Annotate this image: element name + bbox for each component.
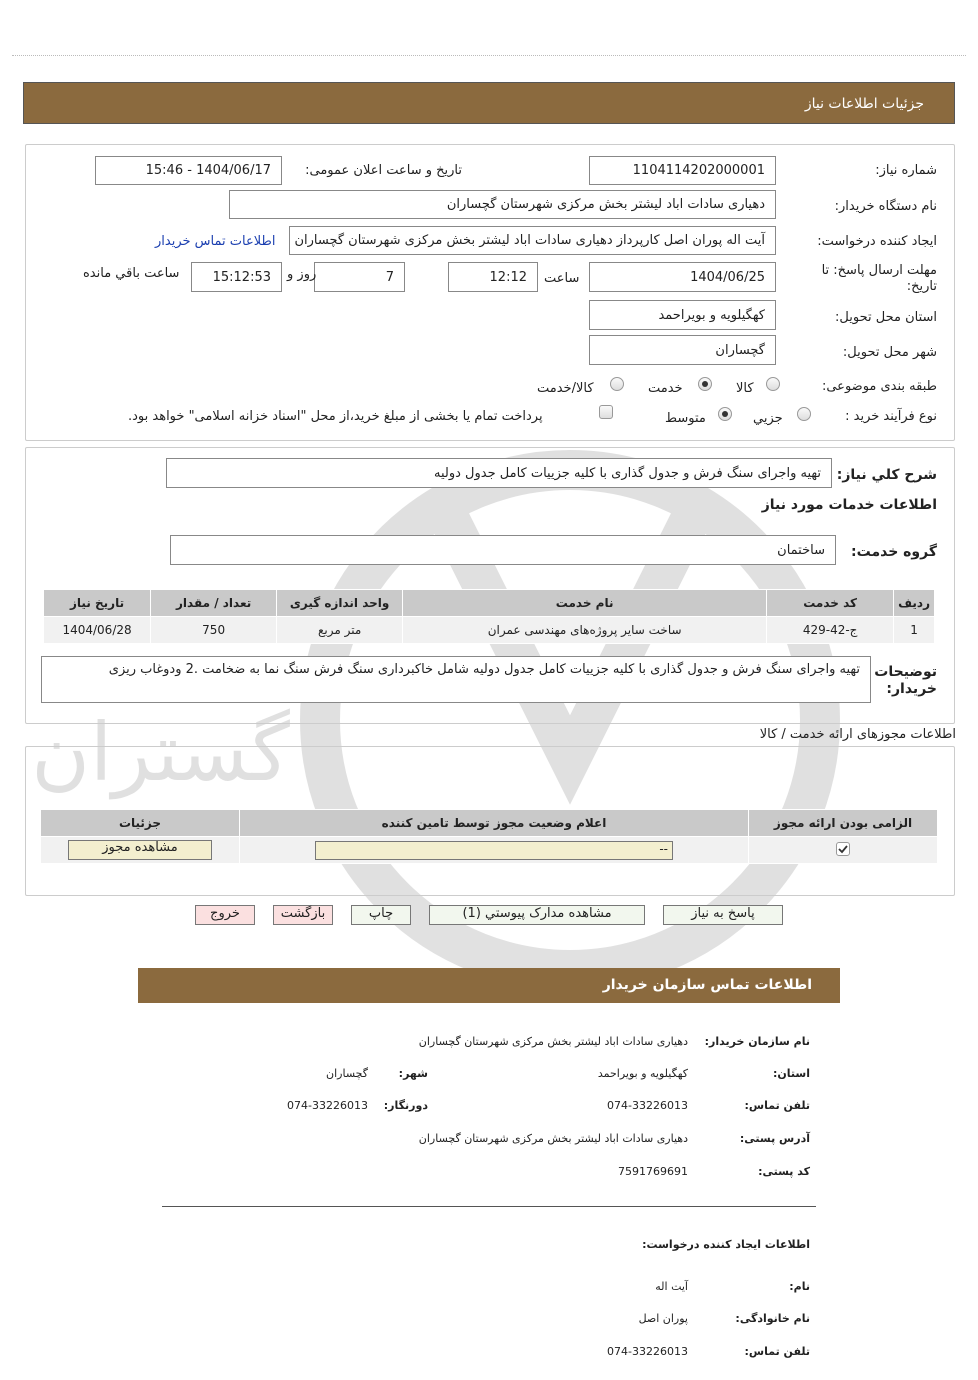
need-number-field: 1104114202000001 [589,156,776,185]
watermark-text: گستران [31,706,290,799]
deadline-label: مهلت ارسال پاسخ: تا تاریخ: [821,263,937,294]
top-divider [12,55,966,56]
deadline-date-field: 1404/06/25 [589,262,776,292]
exit-button[interactable]: خروج [195,905,255,925]
days-field: 7 [314,262,405,292]
group-label: گروه خدمت: [851,544,937,560]
purchase-minor-radio[interactable] [797,407,811,421]
contact-title-bar [138,968,840,1003]
announce-date-field: 1404/06/17 - 15:46 [95,156,282,185]
table-row [44,617,935,644]
contact-postal-value: 7591769691 [618,1165,688,1178]
view-permit-button[interactable]: مشاهده مجوز [68,840,212,860]
days-label: روز و [287,267,317,282]
creator-phone-value: 074-33226013 [607,1345,688,1358]
time-label: ساعت [544,271,580,286]
permits-title: اطلاعات مجوزهای ارائه خدمت / کالا [759,727,956,742]
check-icon [837,843,849,855]
buyer-notes-label: توضیحات خریدار: [874,664,937,697]
category-goods-label: کالا [736,381,754,396]
cell-unit: متر مربع [277,617,403,644]
creator-section-title: اطلاعات ایجاد کننده درخواست: [642,1238,810,1251]
buyer-field: دهیاری سادات اباد لیشتر بخش مرکزی شهرستان گچساران [229,190,776,219]
contact-fax-label: دورنگار: [383,1099,428,1112]
remaining-label: ساعت باقي مانده [83,266,180,281]
contact-title: اطلاعات تماس سازمان خریدار [602,977,812,993]
permits-table [40,809,938,864]
contact-divider [162,1206,816,1207]
contact-postal-label: کد پستی: [758,1165,810,1178]
contact-org-label: نام سازمان خریدار: [704,1035,810,1048]
permit-status-field[interactable]: -- [315,841,673,860]
cell-qty: 750 [151,617,277,644]
purchase-medium-radio[interactable] [718,407,732,421]
contact-org-value: دهیاری سادات اباد لیشتر بخش مرکزی شهرستان گچساران [418,1035,688,1048]
back-button[interactable]: بازگشت [273,905,333,925]
group-field: ساختمان [170,535,836,565]
cell-row: 1 [894,617,935,644]
payment-note: پرداخت تمام یا بخشی از مبلغ خرید،از محل "اسناد خزانه اسلامی" خواهد بود. [128,409,543,424]
contact-province-value: کهگیلویه و بویراحمد [597,1067,688,1080]
summary-field: تهیه واجرای سنگ فرش و جدول گذاری با کلیه جزییات کامل جدول دولیه [166,458,832,488]
page-title-bar [23,82,955,124]
view-docs-button[interactable]: مشاهده مدارک پیوستي (1) [429,905,645,925]
contact-city-label: شهر: [398,1067,428,1080]
table-row [41,837,938,864]
treasury-checkbox[interactable] [599,405,613,419]
category-goods-radio[interactable] [766,377,780,391]
city-field: گچساران [589,335,776,365]
announce-date-label: تاریخ و ساعت اعلان عمومی: [305,163,462,178]
col-permit-status: اعلام وضعیت مجوز توسط تامین کننده [240,810,749,837]
buyer-label: نام دستگاه خریدار: [834,199,937,214]
purchase-minor-label: جزیي [753,411,783,426]
page-title: جزئیات اطلاعات نیاز [804,96,924,112]
permit-required-checkbox[interactable] [836,842,850,856]
deadline-time-field: 12:12 [448,262,538,292]
col-qty: تعداد / مقدار [151,590,277,617]
remaining-time-field: 15:12:53 [191,262,282,292]
category-label: طبقه بندی موضوعی: [821,379,937,394]
col-permit-required: الزامی بودن ارائه مجوز [749,810,938,837]
permits-table-header [41,810,938,837]
creator-field: آیت اله پوران اصل کارپرداز دهیاری سادات اباد لیشتر بخش مرکزی شهرستان گچساران [289,226,776,255]
cell-date: 1404/06/28 [44,617,151,644]
city-label: شهر محل تحویل: [842,345,937,360]
col-date: تاریخ نیاز [44,590,151,617]
category-both-label: کالا/خدمت [537,381,594,396]
cell-permit-required [749,837,938,864]
contact-address-label: آدرس پستی: [739,1132,810,1145]
services-table [43,589,935,644]
col-unit: واحد اندازه گیری [277,590,403,617]
col-code: کد خدمت [767,590,894,617]
contact-phone-value: 074-33226013 [607,1099,688,1112]
province-label: استان محل تحویل: [835,310,937,325]
cell-name: ساخت سایر پروژه‌های مهندسی عمران [403,617,767,644]
category-both-radio[interactable] [610,377,624,391]
cell-permit-status [240,837,749,864]
col-row: ردیف [894,590,935,617]
creator-name-value: آیت اله [655,1280,688,1293]
contact-province-label: استان: [773,1067,810,1080]
contact-city-value: گچساران [326,1067,368,1080]
col-permit-details: جزئیات [41,810,240,837]
services-title: اطلاعات خدمات مورد نیاز [761,497,937,513]
reply-button[interactable]: پاسخ به نیاز [663,905,783,925]
need-number-label: شماره نیاز: [875,163,937,178]
creator-label: ایجاد کننده درخواست: [817,234,937,249]
buyer-contact-link[interactable]: اطلاعات تماس خریدار [155,234,276,249]
contact-address-value: دهیاری سادات اباد لیشتر بخش مرکزی شهرستان گچساران [418,1132,688,1145]
purchase-type-label: نوع فرآیند خرید : [845,409,937,424]
print-button[interactable]: چاپ [351,905,411,925]
category-service-radio[interactable] [698,377,712,391]
purchase-medium-label: متوسط [665,411,706,426]
cell-code: ج-42-429 [767,617,894,644]
province-field: کهگیلویه و بویراحمد [589,300,776,330]
cell-permit-details [41,837,240,864]
col-name: نام خدمت [403,590,767,617]
contact-fax-value: 074-33226013 [287,1099,368,1112]
buyer-notes-field: تهیه واجرای سنگ فرش و جدول گذاری با کلیه جزییات کامل جدول دولیه شامل خاکبرداری سنگ فرش سنگ نما به ضخامت .2 ودوغاب ریزی [41,656,871,703]
creator-phone-label: تلفن تماس: [744,1345,810,1358]
creator-family-label: نام خانوادگی: [735,1312,810,1325]
contact-phone-label: تلفن تماس: [744,1099,810,1112]
summary-label: شرح کلي نیاز: [836,467,937,483]
creator-name-label: نام: [789,1280,810,1293]
services-table-header [44,590,935,617]
category-service-label: خدمت [648,381,683,396]
creator-family-value: پوران اصل [638,1312,688,1325]
